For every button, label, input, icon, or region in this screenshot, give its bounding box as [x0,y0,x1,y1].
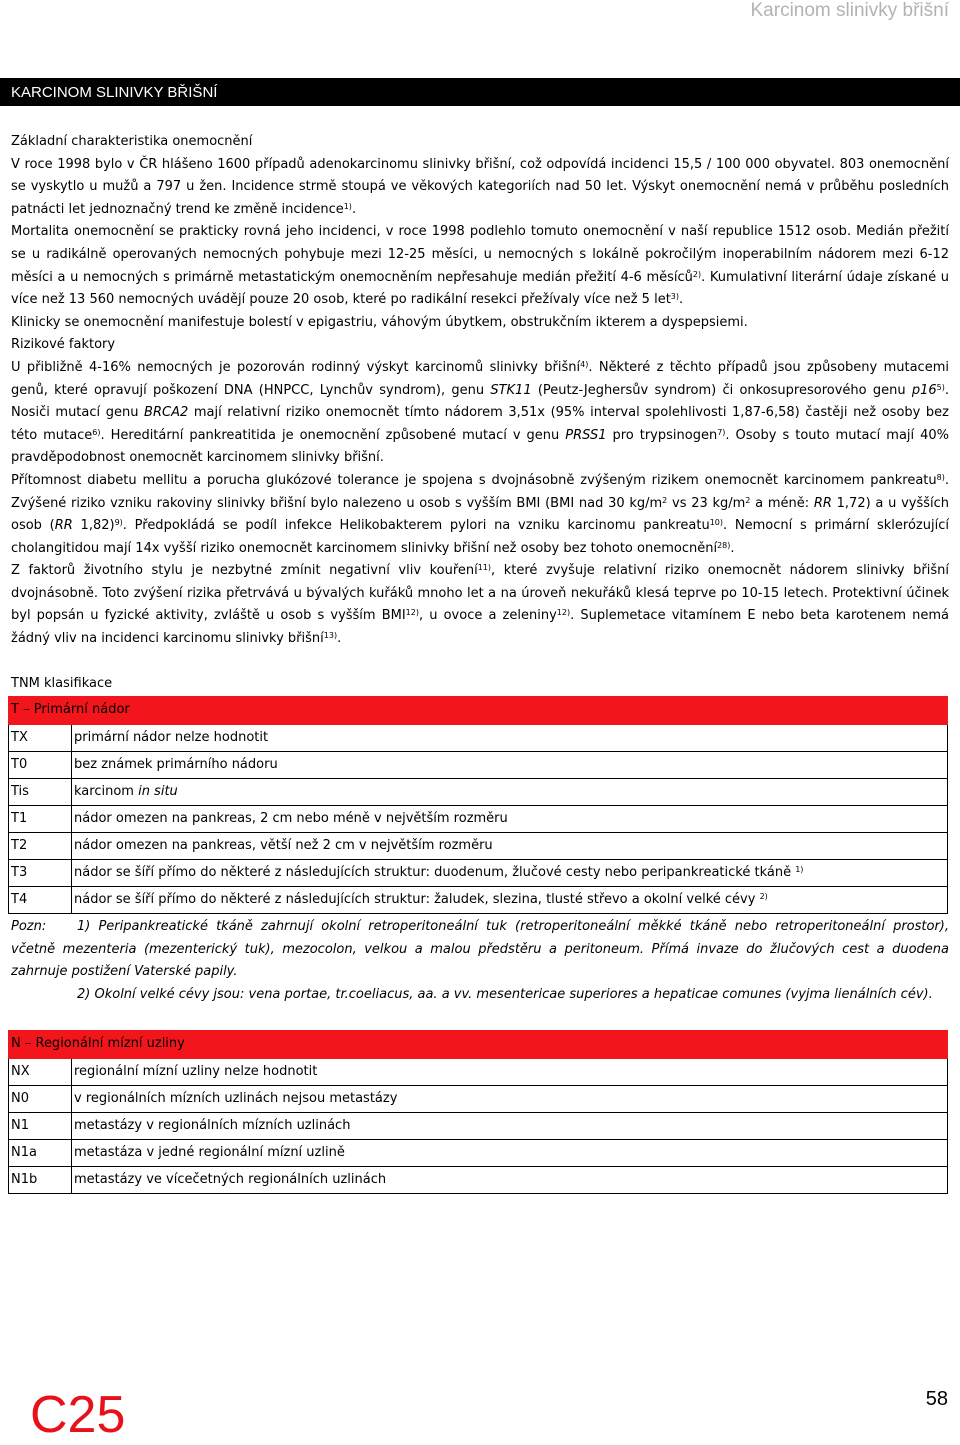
table-row [9,1112,948,1139]
stage-description [72,778,948,805]
citation: 12) [556,608,571,618]
stage-code: T2 [9,832,72,859]
citation: 13) [323,631,338,641]
stage-code: NX [9,1058,72,1085]
text-span: . Suplemetace vitamínem E nebo beta karotenem nemá žádný vliv na incidenci karcinomu slinivky břišní [11,608,949,647]
notes-label: Pozn: [11,918,47,934]
text-span: . Hereditární pankreatitida je onemocnění způsobené mutací v genu [100,427,566,443]
superscript: 2 [662,495,668,505]
stage-code: TX [9,724,72,751]
main-content [11,131,949,1194]
citation: 6) [92,427,101,437]
text-span: . Některé z těchto případů jsou způsobeny mutacemi genů, které opravují poškození DNA (HNPCC, Lynchův syndrom), genu [11,359,949,398]
text-span: a méně: [750,495,814,511]
citation: 5) [936,382,945,392]
paragraph-risk-genetic [11,357,949,470]
text-span: 2) Okolní velké cévy jsou: vena portae, tr.coeliacus, aa. a vv. mesentericae superiores a hepaticae comunes (vyjma lienálních cév). [77,987,933,1003]
text-span: . [730,540,735,556]
table-row [9,1139,948,1166]
text-span: vs 23 kg/m [667,495,746,511]
t-classification-table [8,696,948,914]
text-span: . [337,631,342,647]
paragraph-risk-lifestyle [11,560,949,650]
text-span: . [351,201,357,217]
gene-name: BRCA2 [144,405,189,421]
text-span: U přibližně 4-16% nemocných je pozorován rodinný výskyt karcinomů slinivky břišní [11,359,581,375]
stage-description: nádor omezen na pankreas, větší než 2 cm v největším rozměru [72,832,948,859]
tnm-notes [11,916,949,1007]
table-row [9,724,948,751]
citation: 1) [343,201,352,211]
table-row [9,886,948,913]
text-span: karcinom [74,783,139,799]
citation: 28) [717,540,731,550]
stage-description: metastázy ve vícečetných regionálních uzlinách [72,1166,948,1193]
stage-code: N1 [9,1112,72,1139]
text-span: . Zvýšené riziko vzniku rakoviny slinivky břišní bylo nalezeno u osob s vyšším BMI (BMI nad 30 kg/m [11,472,949,511]
text-span: nádor se šíří přímo do některé z následujících struktur: žaludek, slezina, tlusté střevo a okolní velké cévy [74,891,760,907]
stage-description [72,859,948,886]
text-span: Z faktorů životního stylu je nezbytné zmínit negativní vliv kouření [11,563,478,579]
text-span: Mortalita onemocnění se prakticky rovná jeho incidenci, v roce 1998 podlehlo tomuto onemocnění v naší republice 1512 osob. Medián přežití se u radikálně operovaných nemocných pohybuje mezi 12-25 měsíci, u nemocných s lokálně pokročilým inoperabilním nádorem mezi 6-12 měsíci a u nemocných s primárně metastatickým onemocněním nepřesahuje medián přežití 4-6 měsíců [11,224,949,285]
text-span: , které zvyšuje relativní riziko onemocnět nádorem slinivky břišní dvojnásobně. Toto zvýšení rizika přetrvává u bývalých kuřáků mnoho let a na úroveň nekuřáků klesá teprve po 10-15 letech. Protektivní účinek byl popsán u fyzické aktivity, zvláště u osob s vyšším BMI [11,563,949,624]
spacer [11,651,949,674]
page-number: 58 [925,1388,948,1410]
chapter-title: KARCINOM SLINIVKY BŘIŠNÍ [11,84,218,101]
t-header-cell: T – Primární nádor [9,696,948,724]
text-span: Přítomnost diabetu mellitu a porucha glukózové tolerance je spojena s dvojnásobně zvýšeným rizikem onemocnět karcinomem pankreatu [11,472,937,488]
paragraph-incidence [11,154,949,222]
table-row [9,1085,948,1112]
table-row [9,859,948,886]
table-row [9,832,948,859]
stage-description [72,886,948,913]
text-span: . Osoby s touto mutací mají 40% pravděpodobnost onemocnět karcinomem slinivky břišní. [11,427,950,466]
gene-name: p16 [911,382,937,398]
text-span: 1) Peripankreatické tkáně zahrnují okolní retroperitoneální tuk (retroperitoneální měkké tkáně nebo retroperitoneální prostor), včetně mezenteria (mezenterický tuk), mezocolon, velkou a malou předstěru a peritoneum. Přímá invaze do žlučových cest a duodena zahrnuje postižení Vaterské papily. [11,918,949,980]
text-span: . Nosiči mutací genu [11,382,949,421]
n-classification-table [8,1030,948,1194]
text-span: . Předpokládá se podíl infekce Helikobakterem pylori na vzniku karcinomu pankreatu [122,518,710,534]
citation: 11) [477,563,492,573]
text-span: (Peutz-Jeghersův syndrom) či onkosupresorového genu [531,382,912,398]
stage-description: metastáza v jedné regionální mízní uzlině [72,1139,948,1166]
relative-risk-label: RR [813,495,832,511]
running-head: Karcinom slinivky břišní [750,0,949,21]
stage-description: regionální mízní uzliny nelze hodnotit [72,1058,948,1085]
citation: 2) [692,269,702,279]
citation: 3) [670,292,680,302]
basic-characteristics-label: Základní charakteristika onemocnění [11,134,253,149]
text-span: . Kumulativní literární údaje získané u více než 13 560 nemocných uvádějí pouze 20 osob, které po radikální resekci přežívaly více než 5 let [11,269,949,308]
text-span: mají relativní riziko onemocnět tímto nádorem 3,51x (95% interval spolehlivosti 1,87-6,58) častěji než osoby bez této mutace [11,405,949,443]
relative-risk-label: RR [54,518,73,534]
text-span: 1,82) [72,518,115,534]
section-code: C25 [30,1386,126,1444]
citation: 7) [717,427,726,437]
text-span: nádor se šíří přímo do některé z následujících struktur: duodenum, žlučové cesty nebo peripankreatické tkáně [74,864,796,880]
text-span: 1,72) a u vyšších osob ( [11,495,949,534]
table-row [9,1058,948,1085]
n-table-header [9,1030,948,1058]
citation: 4) [580,359,589,369]
citation: 9) [114,518,123,528]
risk-factors-label: Rizikové faktory [11,337,116,353]
paragraph-mortality [11,221,949,311]
citation: 10) [709,518,724,528]
table-row [9,778,948,805]
text-span: pro trypsinogen [606,427,718,443]
t-table-header [9,696,948,724]
table-row [9,805,948,832]
note-reference: 2) [759,891,768,901]
paragraph-risk-metabolic [11,470,949,560]
superscript: 2 [745,495,751,505]
stage-code: T4 [9,886,72,913]
stage-code: N1b [9,1166,72,1193]
n-header-cell: N – Regionální mízní uzliny [9,1030,948,1058]
stage-code: T1 [9,805,72,832]
note-reference: 1) [795,864,804,874]
text-span: . Nemocní s primární sklerózující cholangitidou mají 14x vyšší riziko onemocnět karcinomem slinivky břišní než osoby bez tohoto onemocnění [11,518,949,556]
table-row [9,1166,948,1193]
stage-description: metastázy v regionálních mízních uzlinách [72,1112,948,1139]
spacer [11,1007,949,1030]
chapter-banner [0,78,960,106]
stage-description: nádor omezen na pankreas, 2 cm nebo méně v největším rozměru [72,805,948,832]
note-2 [11,984,949,1007]
stage-code: T3 [9,859,72,886]
stage-code: N0 [9,1085,72,1112]
stage-code: N1a [9,1139,72,1166]
text-span: V roce 1998 bylo v ČR hlášeno 1600 případů adenokarcinomu slinivky břišní, což odpovídá incidenci 15,5 / 100 000 obyvatel. 803 onemocnění se vyskytlo u mužů a 797 u žen. Incidence strmě stoupá ve věkových kategoriích nad 50 let. Výskyt onemocnění nemá v průběhu posledních patnácti let jednoznačný trend ke změně incidence [11,156,949,217]
stage-code: T0 [9,751,72,778]
text-span: . [679,292,684,308]
stage-description: v regionálních mízních uzlinách nejsou metastázy [72,1085,948,1112]
gene-name: STK11 [490,382,532,398]
table-row [9,751,948,778]
tnm-title: TNM klasifikace [11,676,113,692]
gene-name: PRSS1 [565,427,607,443]
citation: 8) [936,472,945,482]
stage-description: bez známek primárního nádoru [72,751,948,778]
italic-term: in situ [138,783,178,799]
note-1 [11,916,949,984]
citation: 12) [405,608,419,618]
stage-code: Tis [9,778,72,805]
text-span: , u ovoce a zeleniny [418,608,557,624]
paragraph-clinical: Klinicky se onemocnění manifestuje bolestí v epigastriu, váhovým úbytkem, obstrukčním ikterem a dyspepsiemi. [11,314,748,330]
stage-description: primární nádor nelze hodnotit [72,724,948,751]
